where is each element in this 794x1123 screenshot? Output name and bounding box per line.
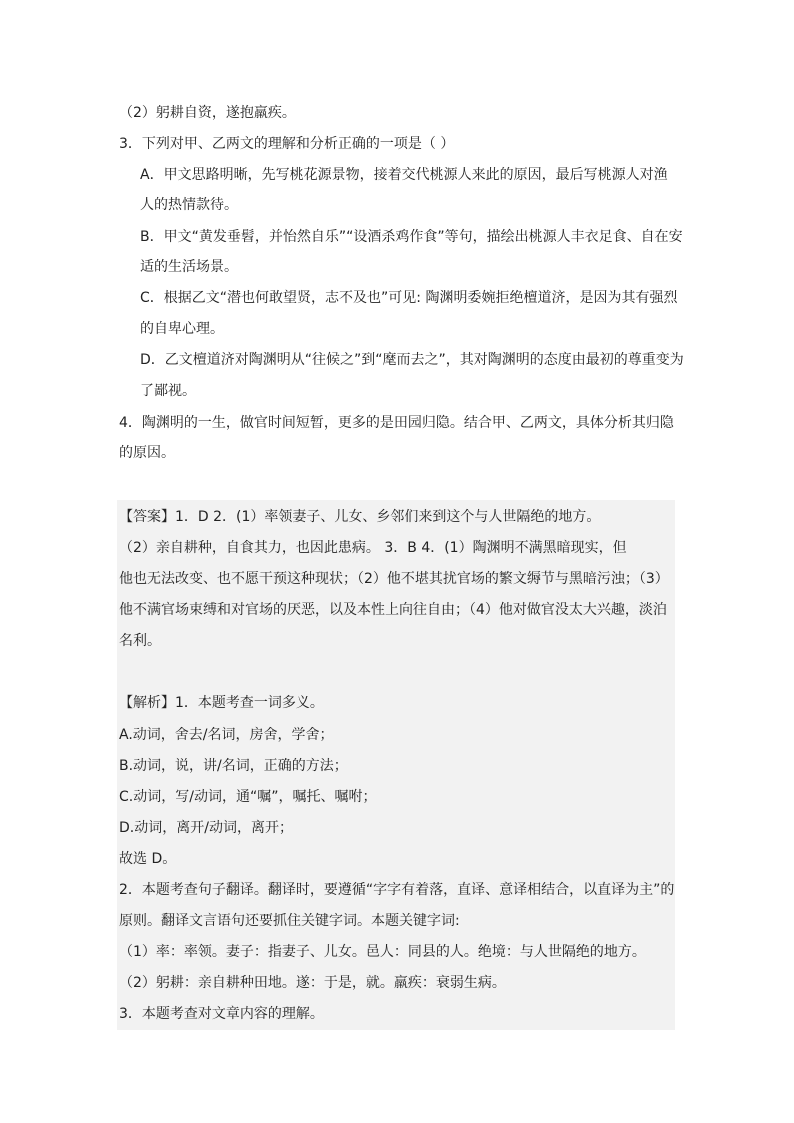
- answer-line3: 他也无法改变、也不愿干预这种现状；（2）他不堪其扰官场的繁文缛节与黑暗污浊；（3）: [119, 571, 669, 587]
- q3-option-a-line2: 人的热情款待。: [140, 197, 238, 213]
- analysis-q2-line2: 原则。翻译文言语句还要抓住关键字词。本题关键字词:: [119, 913, 460, 929]
- analysis-option-a: A.动词，舍去/名词，房舍，学舍；: [119, 727, 334, 743]
- analysis-q3-line1: 3．本题考查对文章内容的理解。: [119, 1006, 324, 1022]
- q3-stem: 3．下列对甲、乙两文的理解和分析正确的一项是（ ）: [119, 136, 455, 152]
- q3-option-d-line2: 了鄙视。: [140, 383, 196, 399]
- answer-line1: 【答案】1．D 2．(1）率领妻子、儿女、乡邻们来到这个与人世隔绝的地方。: [119, 509, 601, 525]
- q3-option-c-line2: 的自卑心理。: [140, 321, 224, 337]
- answer-line2: （2）亲自耕种，自食其力，也因此患病。 3．B 4．(1）陶渊明不满黑暗现实，但: [119, 540, 627, 556]
- q3-option-b-line2: 适的生活场景。: [140, 259, 238, 275]
- analysis-q2-line3: （1）率：率领。妻子：指妻子、儿女。邑人：同县的人。绝境：与人世隔绝的地方。: [119, 944, 646, 960]
- q3-option-c-line1: C．根据乙文“潜也何敢望贤，志不及也”可见: 陶渊明委婉拒绝檀道济，是因为其有强烈: [140, 290, 678, 306]
- q4-stem-line1: 4．陶渊明的一生，做官时间短暂，更多的是田园归隐。结合甲、乙两文，具体分析其归隐: [119, 415, 674, 431]
- analysis-q2-line1: 2．本题考查句子翻译。翻译时，要遵循“字字有着落，直译、意译相结合，以直译为主”的: [119, 882, 675, 898]
- answer-section: [117, 500, 675, 1030]
- q2-item-2: （2）躬耕自资，遂抱羸疾。: [119, 105, 296, 121]
- analysis-option-b: B.动词，说，讲/名词，正确的方法；: [119, 758, 348, 774]
- analysis-option-d: D.动词，离开/动词，离开；: [119, 820, 293, 836]
- analysis-selection: 故选 D。: [119, 851, 177, 867]
- q3-option-d-line1: D．乙文檀道济对陶渊明从“往候之”到“麾而去之”，其对陶渊明的态度由最初的尊重变为: [140, 352, 684, 368]
- answer-line4: 他不满官场束缚和对官场的厌恶，以及本性上向往自由；（4）他对做官没太大兴趣，淡泊: [119, 602, 667, 618]
- answer-line5: 名利。: [119, 633, 161, 649]
- analysis-option-c: C.动词，写/动词，通“嘱”，嘱托、嘱咐；: [119, 789, 377, 805]
- analysis-q2-line4: （2）躬耕：亲自耕种田地。遂：于是，就。羸疾：衰弱生病。: [119, 975, 506, 991]
- q3-option-a-line1: A．甲文思路明晰，先写桃花源景物，接着交代桃源人来此的原因，最后写桃源人对渔: [140, 167, 668, 183]
- q3-option-b-line1: B．甲文“黄发垂髫，并怡然自乐”“设酒杀鸡作食”等句，描绘出桃源人丰衣足食、自在安: [140, 229, 683, 245]
- analysis-heading: 【解析】1．本题考查一词多义。: [119, 695, 324, 711]
- q4-stem-line2: 的原因。: [119, 445, 175, 461]
